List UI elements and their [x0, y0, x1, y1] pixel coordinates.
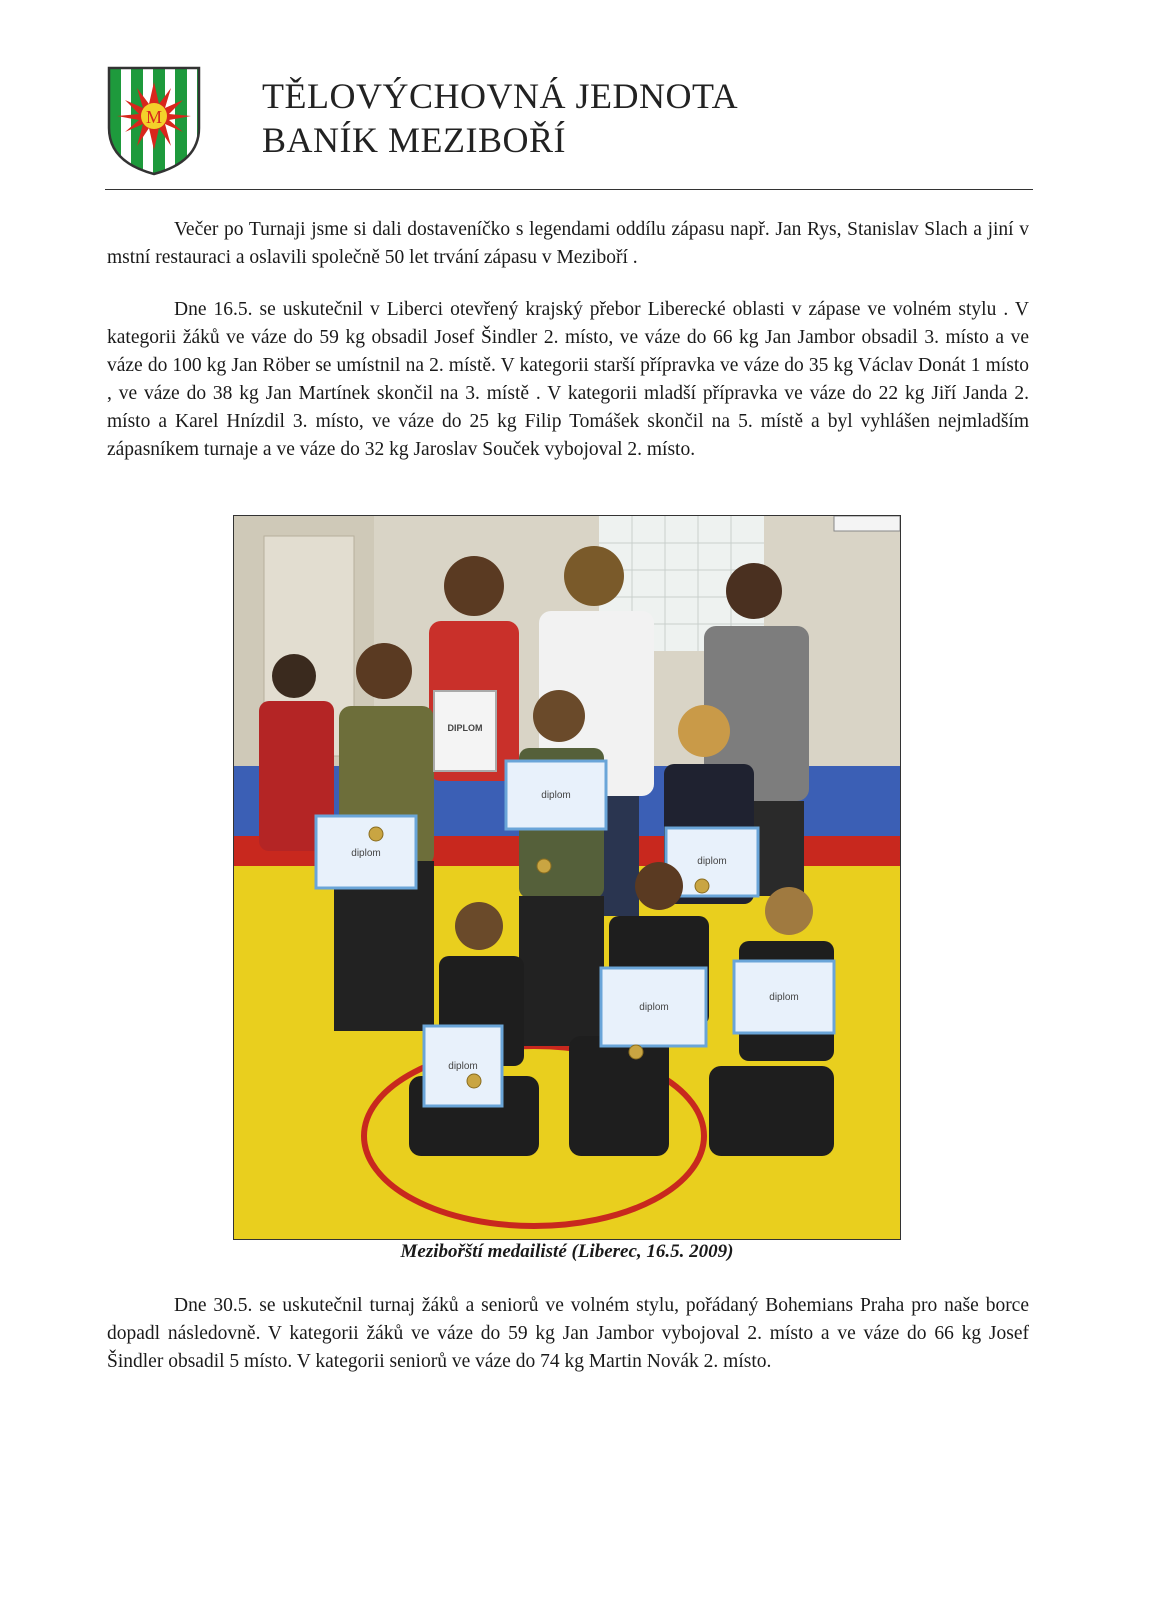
- paragraph-celebration: [107, 216, 1029, 272]
- svg-text:DIPLOM: DIPLOM: [447, 723, 483, 733]
- organization-name: [262, 74, 738, 162]
- letterhead: [107, 66, 1032, 190]
- photo-illustration: [234, 516, 900, 1239]
- town-coat-of-arms-icon: [107, 66, 201, 176]
- team-medalists-photo: [233, 515, 901, 1240]
- paragraph-prague-results-text: Dne 30.5. se uskutečnil turnaj žáků a seniorů ve volném stylu, pořádaný Bohemians Praha pro naše borce dopadl následovně. V kategorii žáků ve váze do 59 kg Jan Jambor vybojoval 2. místo a ve váze do 66 kg Josef Šindler obsadil 5 místo. V kategorii seniorů ve váze do 74 kg Martin Novák 2. místo.: [107, 1295, 1029, 1372]
- org-name-line-1: TĚLOVÝCHOVNÁ JEDNOTA: [262, 76, 739, 116]
- svg-text:diplom: diplom: [639, 1002, 669, 1013]
- paragraph-prague-results: [107, 1292, 1029, 1376]
- paragraph-liberec-results: [107, 296, 1029, 464]
- svg-text:diplom: diplom: [697, 856, 727, 867]
- diploma-card: [316, 816, 416, 888]
- photo-caption: Mezibořští medailisté (Liberec, 16.5. 2009): [400, 1241, 734, 1262]
- diploma-card: [506, 761, 606, 829]
- paragraph-celebration-text: Večer po Turnaji jsme si dali dostaveníčko s legendami oddílu zápasu např. Jan Rys, Stanislav Slach a jiní v mstní restauraci a oslavili společně 50 let trvání zápasu v Meziboří .: [107, 219, 1029, 268]
- org-name-line-2: BANÍK MEZIBOŘÍ: [262, 120, 566, 160]
- diploma-card: [424, 1026, 502, 1106]
- svg-text:diplom: diplom: [351, 848, 381, 859]
- paragraph-liberec-results-text: Dne 16.5. se uskutečnil v Liberci otevřený krajský přebor Liberecké oblasti v zápase ve volném stylu . V kategorii žáků ve váze do 59 kg obsadil Josef Šindler 2. místo, ve váze do 66 kg Jan Jambor obsadil 3. místo a ve váze do 100 kg Jan Röber se umístnil na 2. místě. V kategorii starší přípravka ve váze do 35 kg Václav Donát 1 místo , ve váze do 38 kg Jan Martínek skončil na 3. místě . V kategorii mladší přípravka ve váze do 22 kg Jiří Janda 2. místo a Karel Hnízdil 3. místo, ve váze do 25 kg Filip Tomášek skončil na 5. místě a byl vyhlášen nejmladším zápasníkem turnaje a ve váze do 32 kg Jaroslav Souček vybojoval 2. místo.: [107, 299, 1029, 460]
- svg-text:diplom: diplom: [541, 790, 571, 801]
- svg-text:diplom: diplom: [769, 992, 799, 1003]
- diploma-card: [434, 691, 496, 771]
- crest-letter: M: [145, 107, 163, 127]
- diploma-card: [734, 961, 834, 1033]
- header-divider: [105, 189, 1033, 190]
- diploma-card: [601, 968, 706, 1046]
- svg-text:diplom: diplom: [448, 1061, 478, 1072]
